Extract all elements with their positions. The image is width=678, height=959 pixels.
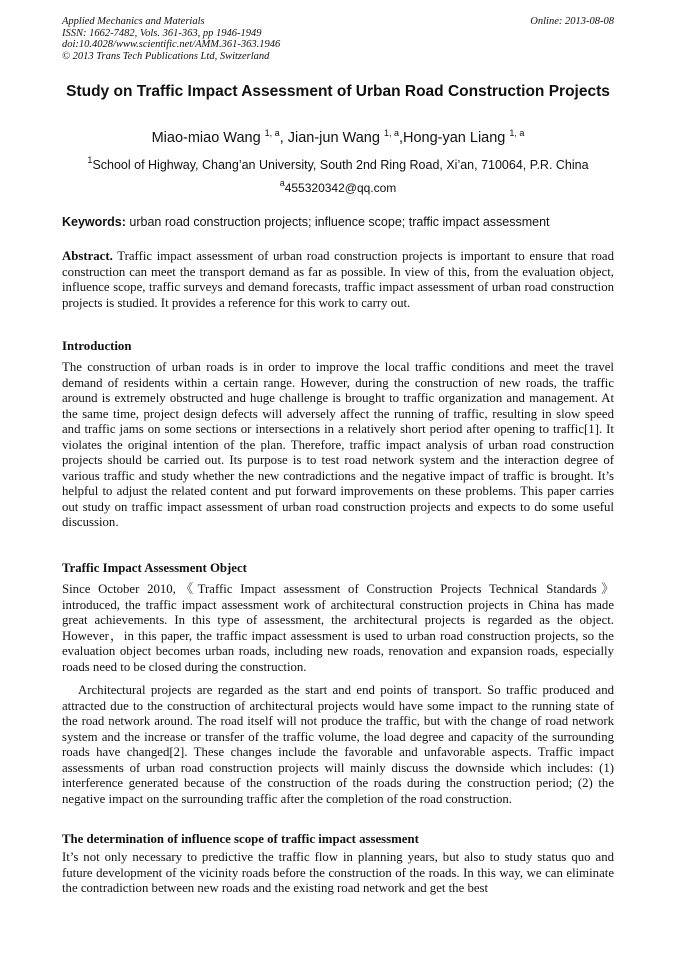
keywords xyxy=(62,214,614,230)
object-paragraph-2: Architectural projects are regarded as the start and end points of transport. So traffic produced and attracted due to the construction of architectural projects would have some impact to the running state of the road network around. The road itself will not produce the traffic, but with the change of road network system and the increase or transfer of the traffic volume, the load degree and capacity of the surrounding roads have changed[2]. These changes include the favorable and unfavorable aspects. Traffic impact assessments of urban road construction projects will mainly discuss the downside which includes: (1) interference generated because of the construction of the roads during the construction period; (2) the negative impact on the surrounding traffic after the completion of the road construction. xyxy=(62,683,614,806)
author-list: Miao-miao Wang $^{1, a}$, Jian-jun Wang $^{1, a}$,Hong-yan Liang $^{1, a}$ xyxy=(151,128,525,146)
email-address: 455320342@qq.com xyxy=(284,181,397,195)
keywords-label: Keywords: xyxy=(62,215,126,229)
author-name: Miao-miao Wang xyxy=(151,130,261,146)
author-affiliation-marker: 1, a xyxy=(383,128,399,138)
email-marker: a xyxy=(279,178,285,188)
object-paragraph-1: Since October 2010,《Traffic Impact assessment of Construction Projects Technical Standards》 introduced, the traffic impact assessment work of architectural construction projects in China has made great achievements. In this type of assessment, the architectural projects is regarded as the object. However，in this paper, the traffic impact assessment is used to urban road construction projects, so the evaluation object becomes urban roads, including new roads, renovation and expansion roads, especially roads need to be closed during the construction. xyxy=(62,582,614,674)
doi-line: doi:10.4028/www.scientific.net/AMM.361-363.1946 xyxy=(62,39,281,50)
keywords-text: urban road construction projects; influence scope; traffic impact assessment xyxy=(129,215,550,229)
abstract-label: Abstract. xyxy=(62,249,113,263)
paper-title: Study on Traffic Impact Assessment of Urban Road Construction Projects xyxy=(66,83,610,100)
journal-name: Applied Mechanics and Materials xyxy=(62,16,205,27)
section-heading-introduction: Introduction xyxy=(62,339,132,353)
author-affiliation-marker: 1, a xyxy=(264,128,280,138)
email xyxy=(62,180,614,196)
copyright-line: © 2013 Trans Tech Publications Ltd, Switzerland xyxy=(62,50,270,62)
journal-header xyxy=(62,16,614,62)
author-name: Hong-yan Liang xyxy=(402,130,506,146)
affiliation xyxy=(62,157,614,173)
affiliation-text: School of Highway, Chang’an University, South 2nd Ring Road, Xi’an, 710064, P.R. China xyxy=(92,158,589,172)
issn-line: ISSN: 1662-7482, Vols. 361-363, pp 1946-1949 xyxy=(62,27,262,39)
introduction-paragraph: The construction of urban roads is in order to improve the local traffic conditions and meet the travel demand of residents within a certain range. However, during the construction of new roads, the traffic around is extremely obstructed and huge challenge is brought to traffic organization and management. At the same time, project design defects will adversely affect the running of traffic, resulting in slow speed and traffic jams on some sections or intersections in a relatively short period after opening to traffic[1]. It violates the original intention of the plan. Therefore, traffic impact analysis of urban road construction projects should be carried out. Its purpose is to test road network system and the interaction degree of various traffic and study whether the new contradictions and the negative impact of traffic is brought. It’s helpful to adjust the related content and put forward improvements on these problems. This paper carries out study on traffic impact assessment of urban road construction projects and expects to do some useful discussion. xyxy=(62,360,614,529)
affiliation-marker: 1 xyxy=(87,155,93,165)
abstract xyxy=(62,249,614,311)
online-date: Online: 2013-08-08 xyxy=(530,16,614,27)
author-affiliation-marker: 1, a xyxy=(509,128,525,138)
scope-paragraph: It’s not only necessary to predictive the traffic flow in planning years, but also to study status quo and future development of the vicinity roads before the construction of the roads. In this way, we can eliminate the contradiction between new roads and the existing road network and get the best xyxy=(62,850,614,895)
abstract-text: Traffic impact assessment of urban road construction projects is important to ensure that road construction can meet the transport demand as far as possible. In view of this, from the evaluation object, influence scope, traffic surveys and demand forecasts, traffic impact assessment of urban road construction projects is studied. It provides a reference for this work to carry out. xyxy=(62,249,614,310)
section-heading-scope: The determination of influence scope of traffic impact assessment xyxy=(62,832,419,846)
author-name: Jian-jun Wang xyxy=(287,130,380,146)
section-heading-object: Traffic Impact Assessment Object xyxy=(62,561,247,575)
